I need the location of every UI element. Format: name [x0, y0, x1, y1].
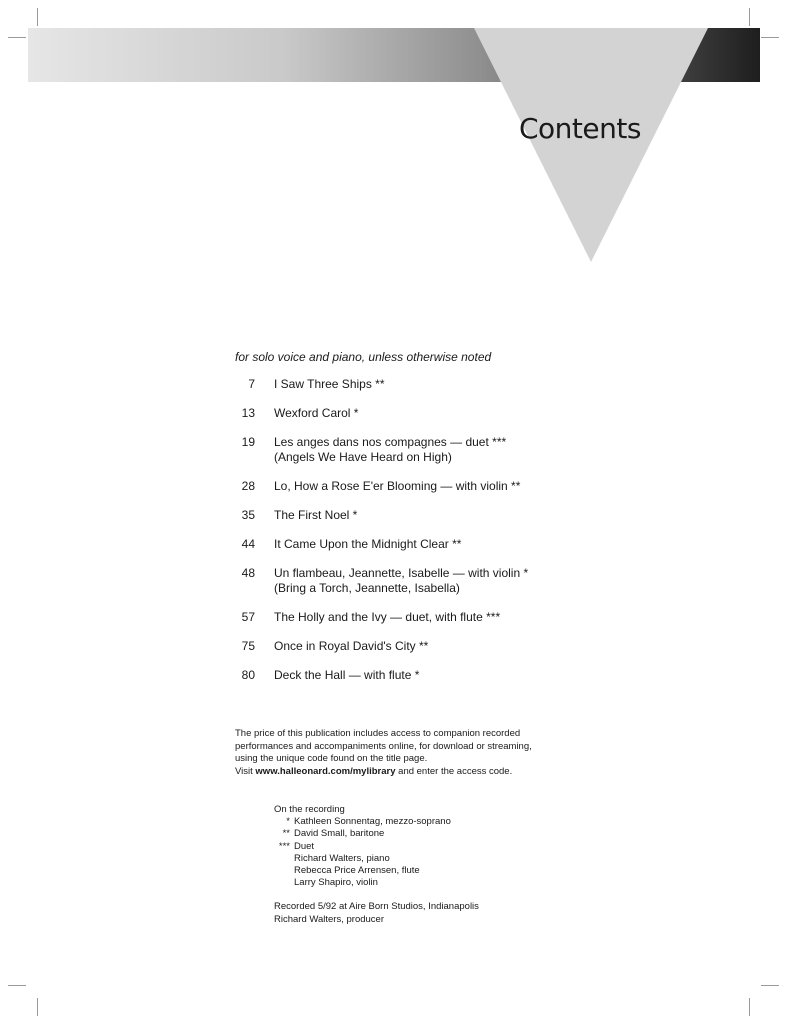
page-title: Contents — [519, 112, 641, 145]
crop-mark — [8, 985, 26, 986]
notice-line: performances and accompaniments online, for download or streaming, — [235, 740, 532, 752]
performer-row — [274, 865, 574, 877]
credits-heading: On the recording — [274, 804, 345, 815]
toc-title-line: (Bring a Torch, Jeannette, Isabella) — [274, 581, 460, 595]
notice-visit-text: Visit — [235, 765, 256, 777]
performer-row — [274, 828, 574, 840]
toc-title — [274, 537, 461, 552]
toc-page-number: 48 — [241, 566, 255, 580]
toc-title-line: Lo, How a Rose E'er Blooming — with violin ** — [274, 479, 521, 493]
performer-row — [274, 841, 574, 853]
performer-mark: * — [286, 816, 290, 828]
toc-entry — [235, 537, 655, 552]
performer-name: David Small, baritone — [294, 828, 385, 840]
toc-entry — [235, 508, 655, 523]
toc-entry — [235, 610, 655, 625]
toc-title — [274, 668, 419, 683]
toc-title-line: The Holly and the Ivy — duet, with flute *** — [274, 610, 501, 624]
performer-row — [274, 877, 574, 889]
performer-name: Kathleen Sonnentag, mezzo-soprano — [294, 816, 451, 828]
performer-name: Richard Walters, piano — [294, 852, 390, 864]
performer-name: Rebecca Price Arrensen, flute — [294, 864, 420, 876]
toc-entry — [235, 377, 655, 392]
performer-mark: *** — [278, 840, 290, 852]
toc-title — [274, 566, 528, 596]
toc-entry — [235, 479, 655, 494]
toc-entry — [235, 435, 655, 465]
performer-row — [274, 853, 574, 865]
crop-mark — [37, 998, 38, 1016]
toc-entry — [235, 406, 655, 421]
toc-title-line: The First Noel * — [274, 508, 358, 522]
toc-title-line: Deck the Hall — with flute * — [274, 668, 420, 682]
toc-title — [274, 610, 500, 625]
toc-entry — [235, 639, 655, 654]
notice-access-text: and enter the access code. — [395, 765, 513, 777]
performer-mark: ** — [282, 828, 290, 840]
toc-title-line: I Saw Three Ships ** — [274, 377, 385, 391]
crop-mark — [749, 998, 750, 1016]
table-of-contents — [235, 377, 655, 683]
spacer — [274, 889, 574, 901]
toc-page-number: 75 — [241, 639, 255, 653]
producer-info: Richard Walters, producer — [274, 913, 384, 925]
toc-title-line: Un flambeau, Jeannette, Isabelle — with violin * — [274, 566, 529, 580]
toc-page-number: 80 — [241, 668, 255, 682]
toc-page-number: 13 — [241, 406, 255, 420]
toc-page-number: 35 — [241, 508, 255, 522]
performer-row — [274, 816, 574, 828]
access-notice — [235, 728, 555, 778]
toc-title-line: Les anges dans nos compagnes — duet *** — [274, 435, 507, 449]
toc-title — [274, 406, 358, 421]
toc-title — [274, 639, 428, 654]
toc-title-line: (Angels We Have Heard on High) — [274, 450, 452, 464]
toc-page-number: 44 — [241, 537, 255, 551]
crop-mark — [761, 985, 779, 986]
performer-name: Larry Shapiro, violin — [294, 877, 378, 889]
notice-line — [235, 766, 555, 779]
recording-credits — [274, 804, 574, 926]
toc-page-number: 28 — [241, 479, 255, 493]
library-url: www.halleonard.com/mylibrary — [255, 765, 396, 777]
toc-title-line: It Came Upon the Midnight Clear ** — [274, 537, 462, 551]
toc-page-number: 19 — [241, 435, 255, 449]
toc-page-number: 57 — [241, 610, 255, 624]
toc-entry — [235, 566, 655, 596]
toc-title — [274, 435, 506, 465]
notice-line: The price of this publication includes access to companion recorded — [235, 728, 521, 739]
toc-title — [274, 479, 520, 494]
notice-line: using the unique code found on the title page. — [235, 753, 428, 764]
toc-title-line: Once in Royal David's City ** — [274, 639, 429, 653]
header-triangle — [0, 0, 787, 270]
toc-entry — [235, 668, 655, 683]
toc-title — [274, 377, 385, 392]
recorded-info: Recorded 5/92 at Aire Born Studios, Indianapolis — [274, 901, 479, 913]
toc-subtitle: for solo voice and piano, unless otherwise noted — [235, 350, 492, 364]
toc-title-line: Wexford Carol * — [274, 406, 359, 420]
performer-name: Duet — [294, 840, 315, 852]
toc-page-number: 7 — [248, 377, 255, 391]
toc-title — [274, 508, 357, 523]
